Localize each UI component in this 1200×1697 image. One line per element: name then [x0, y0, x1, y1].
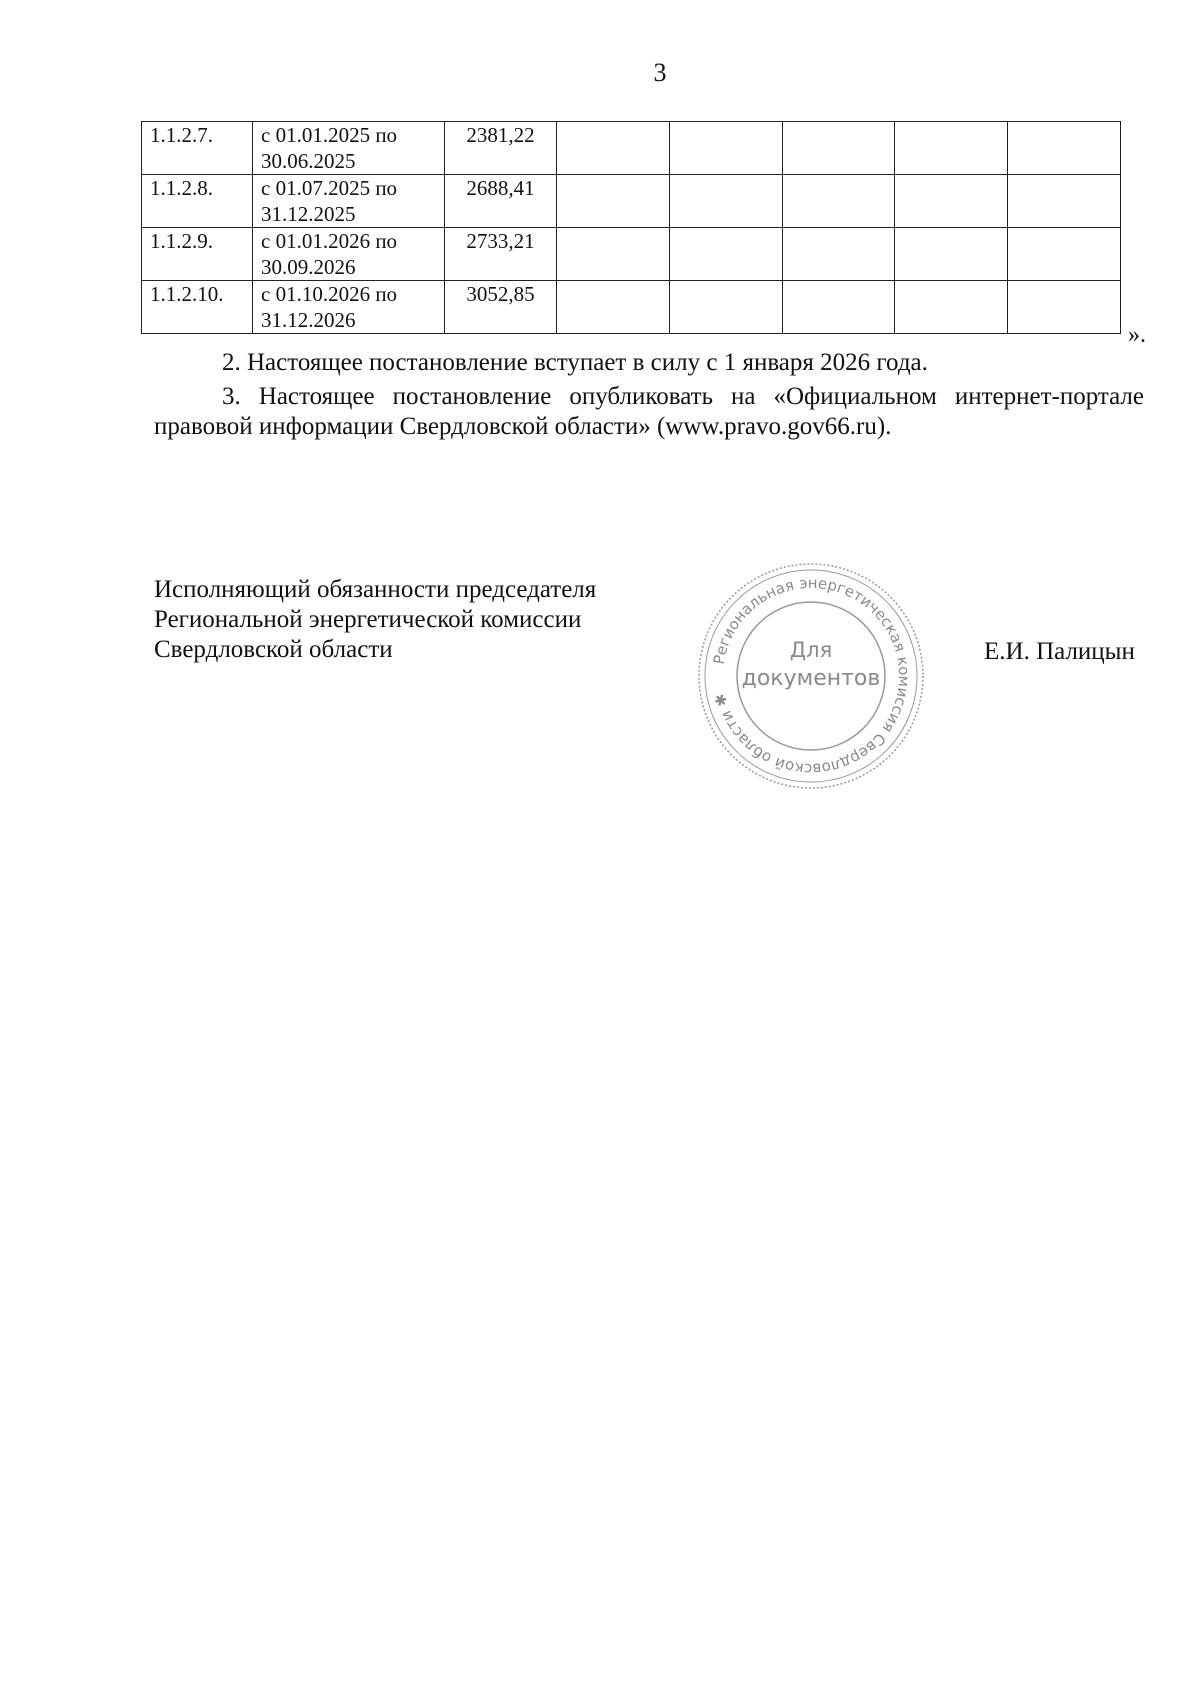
empty-cell — [782, 175, 895, 228]
empty-cell — [895, 175, 1008, 228]
signatory-name: Е.И. Палицын — [984, 638, 1135, 665]
empty-cell — [895, 281, 1008, 334]
row-number: 1.1.2.10. — [142, 281, 253, 334]
empty-cell — [557, 175, 670, 228]
empty-cell — [557, 228, 670, 281]
empty-cell — [557, 122, 670, 175]
empty-cell — [669, 228, 782, 281]
period-cell — [253, 175, 445, 228]
tariff-value: 2381,22 — [445, 122, 557, 175]
empty-cell — [782, 281, 895, 334]
seal-ring-text: Региональная энергетическая комиссия Свердловской области ✱ — [709, 573, 914, 779]
signatory-title-line: Свердловской области — [154, 636, 393, 663]
signatory-title-line: Региональной энергетической комиссии — [154, 606, 582, 633]
closing-quote: ». — [1128, 322, 1146, 348]
period-end: 31.12.2025 — [261, 202, 356, 226]
empty-cell — [1008, 175, 1121, 228]
table-row — [142, 281, 1121, 334]
row-number: 1.1.2.7. — [142, 122, 253, 175]
period-start: с 01.10.2026 по — [261, 282, 398, 306]
empty-cell — [669, 281, 782, 334]
period-start: с 01.01.2025 по — [261, 123, 398, 147]
period-end: 30.06.2025 — [261, 149, 356, 173]
signatory-title-line: Исполняющий обязанности председателя — [154, 576, 597, 603]
period-end: 30.09.2026 — [261, 255, 356, 279]
paragraph-publication — [154, 382, 1144, 442]
table-row — [142, 228, 1121, 281]
row-number: 1.1.2.9. — [142, 228, 253, 281]
table-row — [142, 122, 1121, 175]
period-start: с 01.07.2025 по — [261, 176, 398, 200]
period-cell — [253, 281, 445, 334]
tariff-value: 3052,85 — [445, 281, 557, 334]
paragraph-effective-date-text: 2. Настоящее постановление вступает в силу с 1 января 2026 года. — [222, 349, 928, 376]
empty-cell — [1008, 281, 1121, 334]
empty-cell — [782, 228, 895, 281]
period-start: с 01.01.2026 по — [261, 229, 398, 253]
empty-cell — [557, 281, 670, 334]
seal-center-line: Для — [789, 638, 833, 662]
period-end: 31.12.2026 — [261, 308, 356, 332]
empty-cell — [895, 122, 1008, 175]
paragraph-effective-date — [154, 348, 1144, 378]
row-number: 1.1.2.8. — [142, 175, 253, 228]
empty-cell — [895, 228, 1008, 281]
period-cell — [253, 122, 445, 175]
official-seal — [695, 560, 927, 792]
empty-cell — [669, 175, 782, 228]
period-cell — [253, 228, 445, 281]
empty-cell — [1008, 228, 1121, 281]
signatory-title — [154, 575, 596, 665]
empty-cell — [1008, 122, 1121, 175]
tariff-value: 2733,21 — [445, 228, 557, 281]
seal-center-line: документов — [741, 666, 881, 691]
tariff-table — [141, 121, 1121, 334]
empty-cell — [782, 122, 895, 175]
table-row — [142, 175, 1121, 228]
paragraph-publication-text: 3. Настоящее постановление опубликовать на «Официальном интернет-портале правовой информации Свердловской области» (www.pravo.gov66.ru). — [154, 383, 1144, 440]
empty-cell — [669, 122, 782, 175]
tariff-value: 2688,41 — [445, 175, 557, 228]
page-number: 3 — [653, 58, 667, 87]
